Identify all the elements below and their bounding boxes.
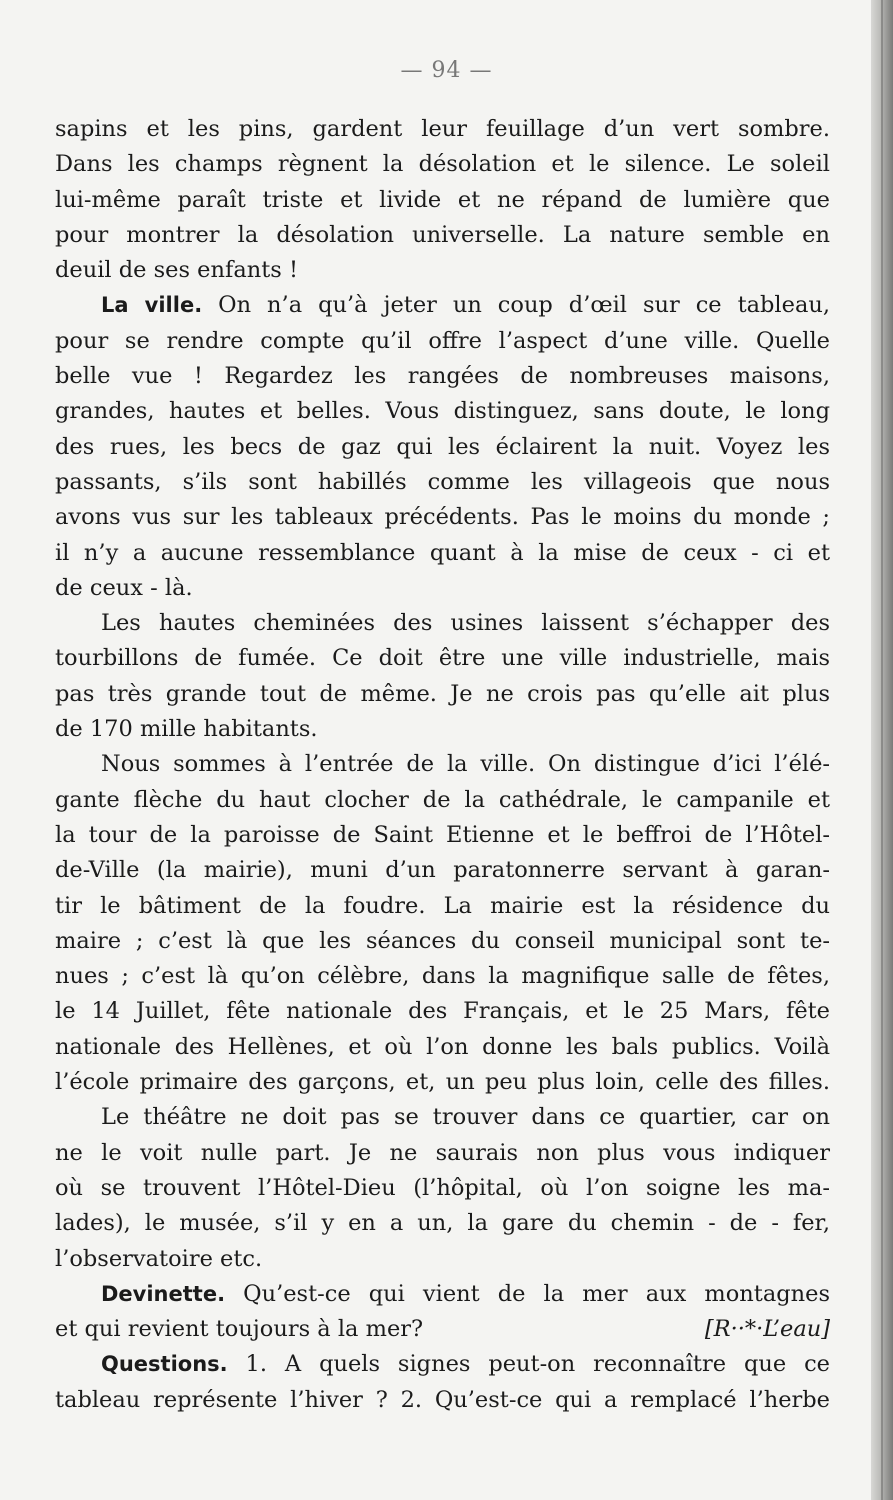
text-line <box>55 1347 830 1382</box>
riddle-answer: [R··*·L’eau] <box>704 1316 830 1343</box>
text-line: nues ; c’est là qu’on célèbre, dans la magnifique salle de fêtes, <box>55 963 830 990</box>
paragraph-la-ville <box>55 288 830 606</box>
text-line: deuil de ses enfants ! <box>55 257 299 284</box>
text-line <box>55 1277 830 1312</box>
text-line: nationale des Hellènes, et où l’on donne les bals publics. Voilà <box>55 1033 830 1060</box>
text-line: où se trouvent l’Hôtel-Dieu (l’hôpital, où l’on soigne les ma- <box>55 1174 830 1201</box>
page-text <box>55 112 830 1418</box>
text-line: lui-même paraît triste et livide et ne répand de lumière que <box>55 186 830 213</box>
text-run: On n’a qu’à jeter un coup d’œil sur ce tableau, <box>218 292 831 319</box>
text-line: passants, s’ils sont habillés comme les villageois que nous <box>55 468 830 495</box>
text-line <box>55 1312 830 1347</box>
text-line: de-Ville (la mairie), muni d’un paratonnerre servant à garan- <box>55 857 830 884</box>
text-line: Dans les champs règnent la désolation et le silence. Le soleil <box>55 151 830 178</box>
paragraph-cheminees <box>55 606 830 747</box>
text-line: l’école primaire des garçons, et, un peu plus loin, celle des filles. <box>55 1069 830 1096</box>
text-line: Le théâtre ne doit pas se trouver dans ce quartier, car on <box>101 1104 830 1131</box>
text-line: pour se rendre compte qu’il offre l’aspect d’une ville. Quelle <box>55 327 830 354</box>
text-line: lades), le musée, s’il y en a un, la gare du chemin - de - fer, <box>55 1210 830 1237</box>
paragraph-theatre <box>55 1100 830 1276</box>
section-label-devinette: Devinette. <box>101 1281 226 1306</box>
section-label-la-ville: La ville. <box>101 293 203 318</box>
text-line: pour montrer la désolation universelle. La nature semble en <box>55 221 830 248</box>
text-line: l’observatoire etc. <box>55 1245 263 1272</box>
text-line: tableau représente l’hiver ? 2. Qu’est-ce qui a remplacé l’herbe <box>55 1386 830 1413</box>
text-line: Nous sommes à l’entrée de la ville. On distingue d’ici l’élé- <box>101 751 830 778</box>
text-line: il n’y a aucune ressemblance quant à la mise de ceux - ci et <box>55 539 830 566</box>
text-line: belle vue ! Regardez les rangées de nombreuses maisons, <box>55 363 830 390</box>
text-line: tir le bâtiment de la foudre. La mairie est la résidence du <box>55 892 830 919</box>
text-line: la tour de la paroisse de Saint Etienne et le beffroi de l’Hôtel- <box>55 821 830 848</box>
text-line: des rues, les becs de gaz qui les éclairent la nuit. Voyez les <box>55 433 830 460</box>
text-line: grandes, hautes et belles. Vous distinguez, sans doute, le long <box>55 398 830 425</box>
page-edge-line <box>881 0 883 1500</box>
section-label-questions: Questions. <box>101 1352 228 1377</box>
text-line: le 14 Juillet, fête nationale des Français, et le 25 Mars, fête <box>55 998 830 1025</box>
paragraph-questions <box>55 1347 830 1418</box>
text-run: 1. A quels signes peut-on reconnaître que ce <box>245 1351 830 1378</box>
text-line: sapins et les pins, gardent leur feuillage d’un vert sombre. <box>55 116 830 142</box>
text-line: de ceux - là. <box>55 574 193 601</box>
paragraph-winter-ending <box>55 112 830 288</box>
paragraph-entree-ville <box>55 747 830 1100</box>
text-line: Les hautes cheminées des usines laissent s’échapper des <box>101 610 830 637</box>
paragraph-devinette <box>55 1277 830 1348</box>
text-line: pas très grande tout de même. Je ne crois pas qu’elle ait plus <box>55 680 830 707</box>
text-line <box>55 288 830 323</box>
text-line: de 170 mille habitants. <box>55 716 318 743</box>
text-line: maire ; c’est là que les séances du conseil municipal sont te- <box>55 927 830 954</box>
text-line: avons vus sur les tableaux précédents. Pas le moins du monde ; <box>55 504 830 531</box>
page-number: — 94 — <box>400 58 493 83</box>
text-run: Qu’est-ce qui vient de la mer aux montagnes <box>243 1280 831 1307</box>
text-line: ne le voit nulle part. Je ne saurais non plus vous indiquer <box>55 1139 830 1166</box>
text-line: tourbillons de fumée. Ce doit être une ville industrielle, mais <box>55 645 830 672</box>
text-run: et qui revient toujours à la mer? <box>55 1316 424 1343</box>
text-line: gante flèche du haut clocher de la cathédrale, le campanile et <box>55 786 830 813</box>
